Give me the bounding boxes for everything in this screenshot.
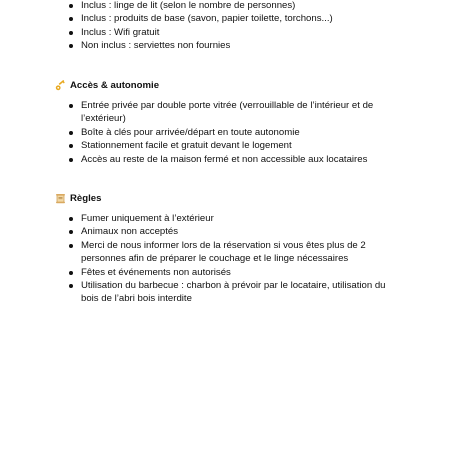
section-title-access bbox=[55, 79, 159, 92]
list-item: Animaux non acceptés bbox=[81, 225, 401, 238]
rules-list bbox=[81, 212, 401, 306]
list-item: Boîte à clés pour arrivée/départ en toute autonomie bbox=[81, 126, 401, 139]
section-title-rules bbox=[55, 192, 101, 205]
key-icon bbox=[55, 80, 66, 91]
list-item: Merci de nous informer lors de la réservation si vous êtes plus de 2 personnes afin de préparer le couchage et le linge nécessaires bbox=[81, 239, 401, 266]
scroll-icon bbox=[55, 193, 66, 204]
list-item: Fumer uniquement à l’extérieur bbox=[81, 212, 401, 225]
amenities-list bbox=[81, 0, 401, 53]
list-item: Non inclus : serviettes non fournies bbox=[81, 39, 401, 52]
list-item: Stationnement facile et gratuit devant le logement bbox=[81, 139, 401, 152]
list-item: Inclus : produits de base (savon, papier toilette, torchons...) bbox=[81, 12, 401, 25]
list-item: Entrée privée par double porte vitrée (verrouillable de l’intérieur et de l’extérieur) bbox=[81, 99, 401, 126]
list-item: Fêtes et événements non autorisés bbox=[81, 266, 401, 279]
section-heading: Règles bbox=[70, 193, 102, 204]
list-item: Inclus : linge de lit (selon le nombre de personnes) bbox=[81, 0, 401, 12]
section-heading: Accès & autonomie bbox=[70, 80, 160, 91]
list-item: Utilisation du barbecue : charbon à prévoir par le locataire, utilisation du bois de l’abri bois interdite bbox=[81, 279, 401, 306]
list-item: Accès au reste de la maison fermé et non accessible aux locataires bbox=[81, 153, 401, 166]
access-list bbox=[81, 99, 401, 166]
list-item: Inclus : Wifi gratuit bbox=[81, 26, 401, 39]
